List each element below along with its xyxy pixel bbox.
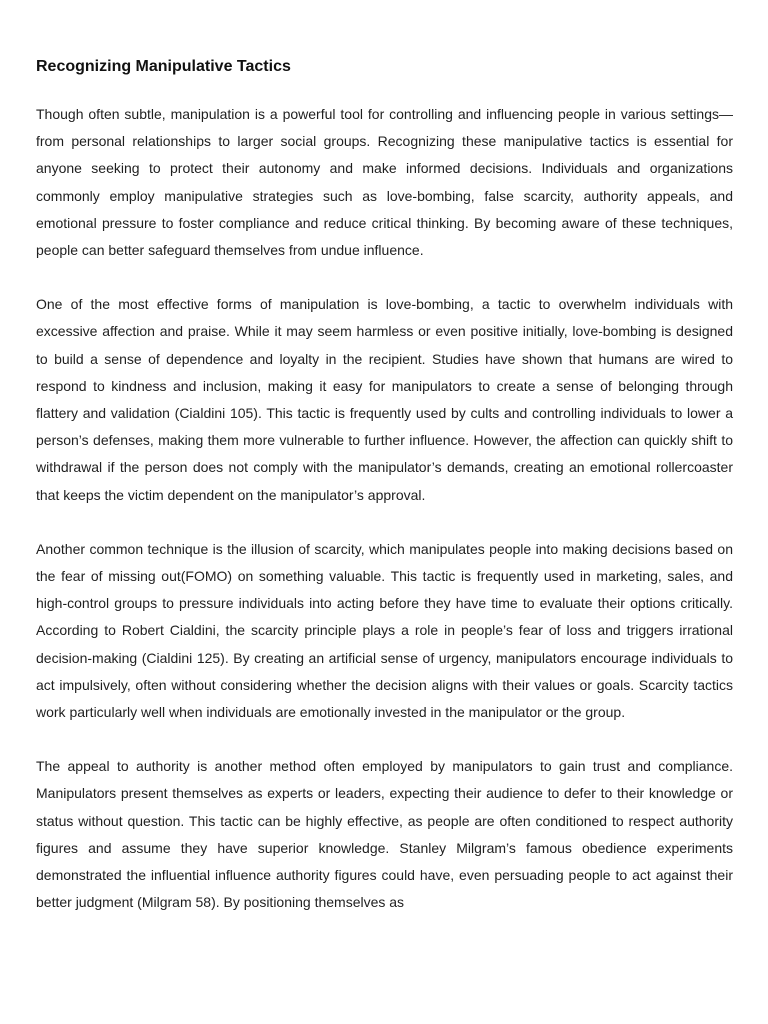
- paragraph-authority: The appeal to authority is another method often employed by manipulators to gain trust and compliance. Manipulators present themselves as experts or leaders, expecting their audience to defer to their knowledge or status without question. This tactic can be highly effective, as people are often conditioned to respect authority figures and assume they have superior knowledge. Stanley Milgram’s famous obedience experiments demonstrated the influential influence authority figures could have, even persuading people to act against their better judgment (Milgram 58). By positioning themselves as: [36, 758, 733, 911]
- paragraph-love-bombing: One of the most effective forms of manipulation is love-bombing, a tactic to overwhelm individuals with excessive affection and praise. While it may seem harmless or even positive initially, love-bombing is designed to build a sense of dependence and loyalty in the recipient. Studies have shown that humans are wired to respond to kindness and inclusion, making it easy for manipulators to create a sense of belonging through flattery and validation (Cialdini 105). This tactic is frequently used by cults and controlling individuals to lower a person’s defenses, making them more vulnerable to further influence. However, the affection can quickly shift to withdrawal if the person does not comply with the manipulator’s demands, creating an emotional rollercoaster that keeps the victim dependent on the manipulator’s approval.: [36, 296, 733, 503]
- paragraph-intro: Though often subtle, manipulation is a powerful tool for controlling and influencing people in various settings—from personal relationships to larger social groups. Recognizing these manipulative tactics is essential for anyone seeking to protect their autonomy and make informed decisions. Individuals and organizations commonly employ manipulative strategies such as love-bombing, false scarcity, authority appeals, and emotional pressure to foster compliance and reduce critical thinking. By becoming aware of these techniques, people can better safeguard themselves from undue influence.: [36, 106, 733, 259]
- paragraph-scarcity: Another common technique is the illusion of scarcity, which manipulates people into making decisions based on the fear of missing out(FOMO) on something valuable. This tactic is frequently used in marketing, sales, and high-control groups to pressure individuals into acting before they have time to evaluate their options critically. According to Robert Cialdini, the scarcity principle plays a role in people’s fear of loss and triggers irrational decision-making (Cialdini 125). By creating an artificial sense of urgency, manipulators encourage individuals to act impulsively, often without considering whether the decision aligns with their values or goals. Scarcity tactics work particularly well when individuals are emotionally invested in the manipulator or the group.: [36, 540, 733, 721]
- document-page: [36, 54, 733, 943]
- document-title: Recognizing Manipulative Tactics: [36, 58, 291, 75]
